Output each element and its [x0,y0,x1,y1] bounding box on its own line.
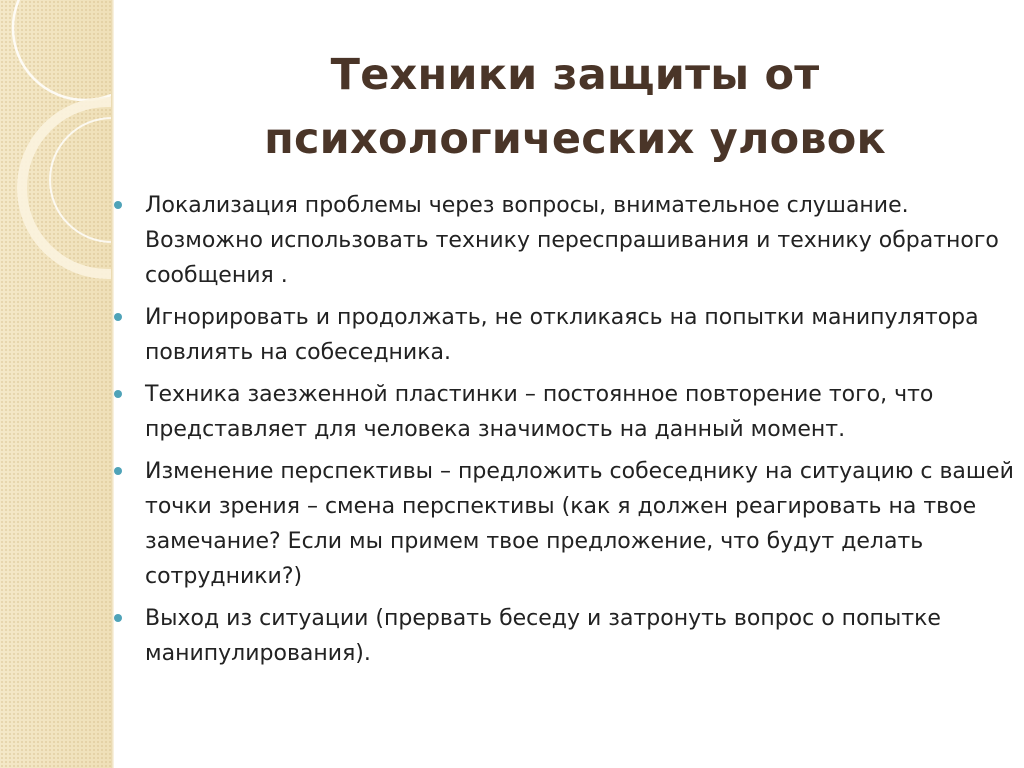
bullet-text: Игнорировать и продолжать, не откликаясь на попытки манипулятора повлиять на собеседника. [145,305,979,365]
bullet-dot-icon [114,390,122,398]
bullet-item [114,454,1014,594]
bullet-item [114,377,1014,447]
bullet-item [114,601,1014,671]
decorative-side-panel [0,0,113,768]
bullet-item [114,300,1014,370]
bullet-dot-icon [114,201,122,209]
bullet-text: Выход из ситуации (прервать беседу и затронуть вопрос о попытке манипулирования). [145,606,941,666]
bullet-list [114,188,1014,678]
bullet-dot-icon [114,313,122,321]
bullet-dot-icon [114,467,122,475]
bullet-text: Изменение перспективы – предложить собеседнику на ситуацию с вашей точки зрения – смена перспективы (как я должен реагировать на твое замечание? Если мы примем твое предложение, что будут делать сотрудники?) [145,459,1014,589]
bullet-text: Локализация проблемы через вопросы, внимательное слушание. Возможно использовать технику переспрашивания и технику обратного сообщения . [145,193,999,288]
ring-ornament [0,0,113,768]
bullet-dot-icon [114,614,122,622]
bullet-item [114,188,1014,293]
bullet-text: Техника заезженной пластинки – постоянное повторение того, что представляет для человека значимость на данный момент. [145,382,934,442]
slide-title: Техники защиты от психологических уловок [264,49,886,164]
